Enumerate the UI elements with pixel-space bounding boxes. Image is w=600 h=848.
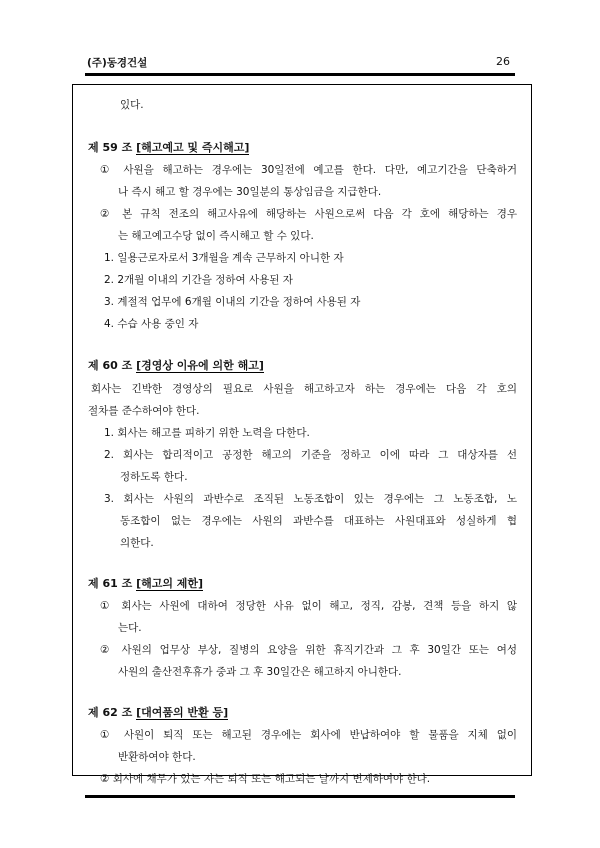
article-line: 3. 회사는 사원의 과반수로 조직된 노동조합이 있는 경우에는 그 노동조합, 노 bbox=[104, 493, 517, 505]
article-line: 1. 일용근로자로서 3개월을 계속 근무하지 아니한 자 bbox=[104, 252, 344, 264]
article-title: [경영상 이유에 의한 해고] bbox=[136, 359, 264, 372]
continuation-text: 있다. bbox=[120, 99, 144, 111]
article-line: 는 해고예고수당 없이 즉시해고 할 수 있다. bbox=[118, 230, 314, 242]
article-line: ① 사원을 해고하는 경우에는 30일전에 예고를 한다. 다만, 예고기간을 단축하거 bbox=[100, 164, 517, 176]
article-number: 제 61 조 bbox=[88, 577, 133, 590]
article-line: 3. 계절적 업무에 6개월 이내의 기간을 정하여 사용된 자 bbox=[104, 296, 361, 308]
article-heading bbox=[88, 141, 249, 155]
header-rule bbox=[85, 73, 515, 76]
article-line: 절차를 준수하여야 한다. bbox=[88, 405, 200, 417]
article-line: 2. 2개월 이내의 기간을 정하여 사용된 자 bbox=[104, 274, 293, 286]
article-number: 제 60 조 bbox=[88, 359, 133, 372]
article-heading bbox=[88, 577, 203, 591]
article-line: 사원의 출산전후휴가 중과 그 후 30일간은 해고하지 아니한다. bbox=[118, 666, 402, 678]
article-line: 의한다. bbox=[120, 537, 154, 549]
article-line: 1. 회사는 해고를 피하기 위한 노력을 다한다. bbox=[104, 427, 310, 439]
article-line: 나 즉시 해고 할 경우에는 30일분의 통상임금을 지급한다. bbox=[118, 186, 382, 198]
article-heading bbox=[88, 706, 228, 720]
article-title: [해고예고 및 즉시해고] bbox=[136, 141, 250, 154]
article-number: 제 62 조 bbox=[88, 706, 133, 719]
article-line: ② 본 규칙 전조의 해고사유에 해당하는 사원으로써 다음 각 호에 해당하는 경우 bbox=[100, 208, 517, 220]
company-name: (주)동경건설 bbox=[87, 57, 148, 69]
article-line: 는다. bbox=[118, 622, 142, 634]
article-heading bbox=[88, 359, 264, 373]
article-line: ① 사원이 퇴직 또는 해고된 경우에는 회사에 반납하여야 할 물품을 지체 없이 bbox=[100, 729, 517, 741]
article-line: 반환하여야 한다. bbox=[118, 751, 196, 763]
article-title: [대여품의 반환 등] bbox=[136, 706, 229, 719]
page-number: 26 bbox=[496, 55, 510, 68]
footer-rule bbox=[85, 795, 515, 798]
article-line: 4. 수습 사용 중인 자 bbox=[104, 318, 199, 330]
article-line: 정하도록 한다. bbox=[120, 471, 188, 483]
article-line: ② 사원의 업무상 부상, 질병의 요양을 위한 휴직기간과 그 후 30일간 또는 여성 bbox=[100, 644, 517, 656]
article-line: 2. 회사는 합리적이고 공정한 해고의 기준을 정하고 이에 따라 그 대상자를 선 bbox=[104, 449, 517, 461]
article-line: ① 회사는 사원에 대하여 정당한 사유 없이 해고, 정직, 감봉, 견책 등을 하지 않 bbox=[100, 600, 517, 612]
article-number: 제 59 조 bbox=[88, 141, 133, 154]
article-line: 동조합이 없는 경우에는 사원의 과반수를 대표하는 사원대표와 성실하게 협 bbox=[120, 515, 517, 527]
article-line: ② 회사에 채무가 있는 자는 퇴직 또는 해고되는 날까지 변제하여야 한다. bbox=[100, 773, 431, 785]
article-line: 회사는 긴박한 경영상의 필요로 사원을 해고하고자 하는 경우에는 다음 각 호의 bbox=[91, 383, 517, 395]
article-title: [해고의 제한] bbox=[136, 577, 204, 590]
